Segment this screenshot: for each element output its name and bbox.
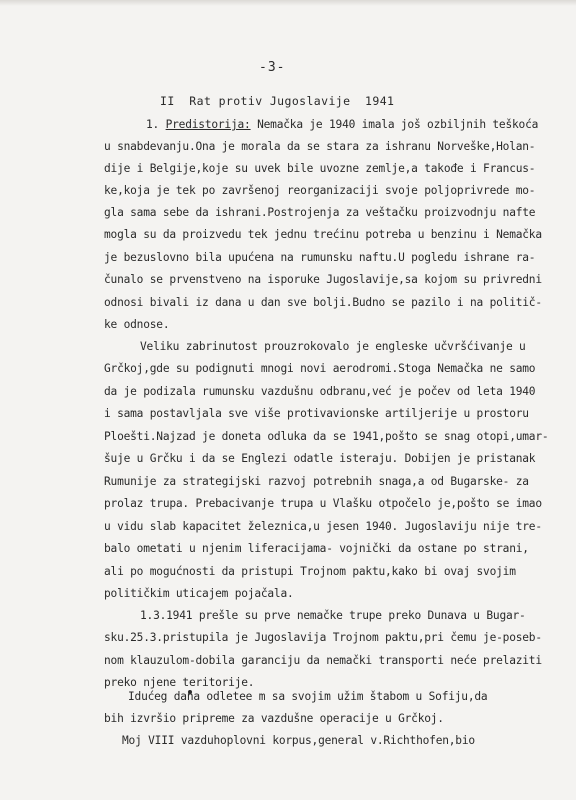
- text-line: i sama postavljala sve više protivavionske artiljerije u prostoru: [104, 407, 529, 420]
- text-line: Nemačka je 1940 imala još ozbiljnih teškoća: [250, 118, 539, 131]
- text-line: šuje u Grčku i da se Englezi odatle isteraju. Dobijen je pristanak: [104, 452, 536, 465]
- text-line: u vidu slab kapacitet železnica,u jesen 1940. Jugoslaviju nije tre-: [104, 520, 542, 533]
- text-line: je bezuslovno bila upućena na rumunsku naftu.U pogledu ishrane ra-: [104, 251, 536, 264]
- text-line: Ploešti.Najzad je doneta odluka da se 1941,pošto se snag otopi,umar-: [104, 430, 549, 443]
- text-line: 1.3.1941 prešle su prve nemačke trupe preko Dunava u Bugar-: [140, 609, 526, 622]
- scan-edge: [0, 0, 576, 6]
- text-line: Grčkoj,gde su podignuti mnogi novi aerodromi.Stoga Nemačka ne samo: [104, 362, 536, 375]
- page-number: -3-: [259, 60, 286, 75]
- text-line: dije i Belgije,koje su uvek bile uvozne zemlje,a takođe i Francus-: [104, 162, 536, 175]
- text-line: ke,koja je tek po završenoj reorganizaciji svoje poljoprivrede mo-: [104, 184, 536, 197]
- text-line: Veliku zabrinutost prouzrokovalo je engleske učvršćivanje u: [140, 340, 526, 353]
- text-line: odnosi bivali iz dana u dan sve bolji.Budno se pazilo i na politič-: [104, 296, 542, 309]
- text-line: ali po mogućnosti da pristupi Trojnom paktu,kako bi ovaj svojim: [104, 565, 516, 578]
- text-line: balo ometati u njenim liferacijama- vojnički da ostane po strani,: [104, 542, 529, 555]
- text-line: čunalo se prvenstveno na isporuke Jugoslavije,sa kojom su privredni: [104, 273, 542, 286]
- text-line: Idućeg dana odletee m sa svojim užim štabom u Sofiju,da: [128, 690, 488, 703]
- text-line: mogla su da proizvedu tek jednu trećinu potreba u benzinu i Nemačka: [104, 228, 542, 241]
- text-line: Moj VIII vazduhoplovni korpus,general v.Richthofen,bio: [122, 734, 475, 747]
- text-line: ke odnose.: [104, 318, 170, 331]
- text-line: nom klauzulom-dobila garanciju da nemački transporti neće prelaziti: [104, 654, 542, 667]
- text-line: preko njene teritorije.: [104, 676, 255, 689]
- text-line: sku.25.3.pristupila je Jugoslavija Trojnom paktu,pri čemu je-poseb-: [104, 631, 542, 644]
- section-label: Predistorija:: [165, 118, 251, 131]
- text-line: bih izvršio pripreme za vazdušne operacije u Grčkoj.: [104, 712, 444, 725]
- text-line: političkim uticajem pojačala.: [104, 587, 294, 600]
- section-number: 1.: [146, 118, 166, 131]
- text-line: prolaz trupa. Prebacivanje trupa u Vlašku otpočelo je,pošto se imao: [104, 497, 542, 510]
- chapter-heading: II Rat protiv Jugoslavije 1941: [160, 94, 395, 108]
- text-line: gla sama sebe da ishrani.Postrojenja za veštačku proizvodnju nafte: [104, 206, 536, 219]
- text-line: da je podizala rumunsku vazdušnu odbranu,već je počev od leta 1940: [104, 385, 536, 398]
- text-line: u snabdevanju.Ona je morala da se stara za ishranu Norveške,Holan-: [104, 140, 536, 153]
- text-line: Rumunije za strategijski razvoj potrebnih snaga,a od Bugarske- za: [104, 475, 529, 488]
- section-first-line: [146, 118, 538, 131]
